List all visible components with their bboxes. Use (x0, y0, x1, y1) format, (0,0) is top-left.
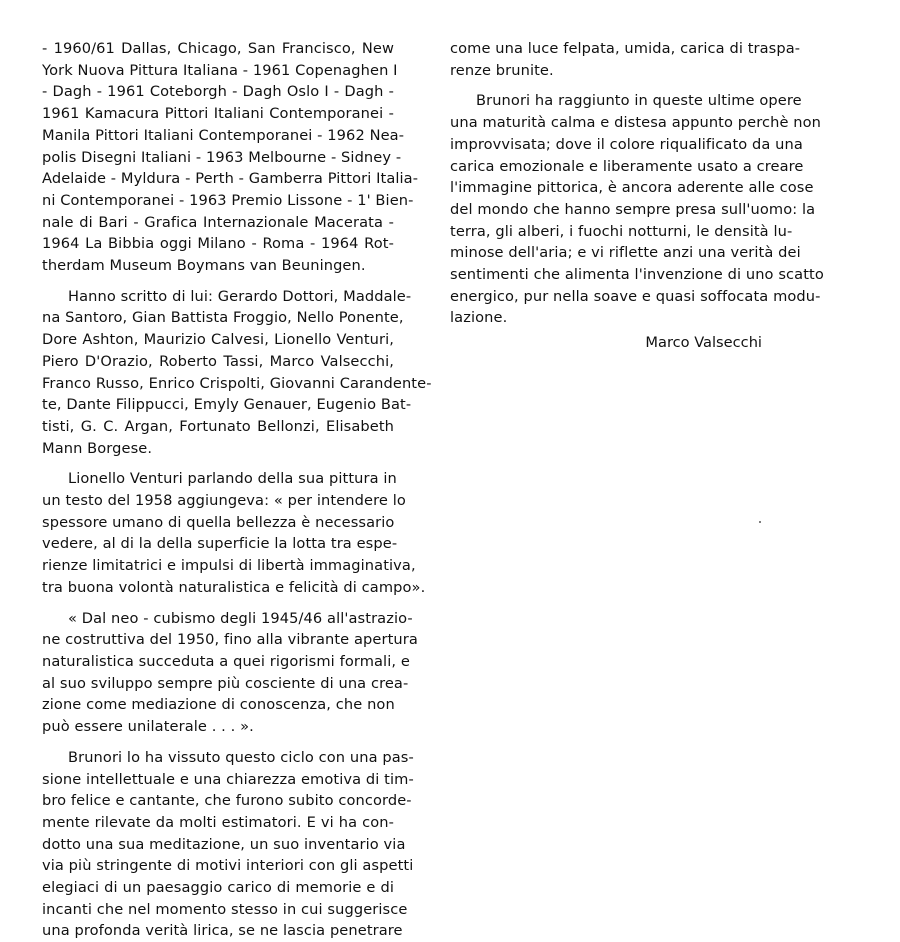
neo-cubism-quote-paragraph (42, 608, 418, 738)
text-line: te, Dante Filippucci, Emyly Genauer, Eugenio Bat- (42, 396, 412, 414)
text-line: improvvisata; dove il colore riqualificato da una (450, 135, 803, 153)
text-line: Hanno scritto di lui: Gerardo Dottori, Maddale- (68, 287, 412, 305)
critics-paragraph (42, 286, 432, 460)
text-line: naturalistica succeduta a quei rigorismi formali, e (42, 652, 410, 670)
text-line: zione come mediazione di conoscenza, che non (42, 696, 395, 714)
text-line: Piero D'Orazio, Roberto Tassi, Marco Valsecchi, (42, 352, 394, 370)
text-line: una maturità calma e distesa appunto perchè non (450, 114, 822, 132)
text-line: Manila Pittori Italiani Contemporanei - 1962 Nea- (42, 126, 405, 144)
text-line: può essere unilaterale . . . ». (42, 718, 254, 736)
text-line: elegiaci di un paesaggio carico di memorie e di (42, 879, 394, 897)
brunori-cycle-paragraph (42, 747, 414, 942)
author-signature: Marco Valsecchi (645, 334, 762, 352)
text-line: minose dell'aria; e vi riflette anzi una verità dei (450, 244, 801, 262)
text-line: energico, pur nella soave e quasi soffocata modu- (450, 287, 821, 305)
text-line: dotto una sua meditazione, un suo inventario via (42, 835, 406, 853)
text-line: « Dal neo - cubismo degli 1945/46 all'astrazio- (68, 609, 413, 627)
text-line: via più stringente di motivi interiori con gli aspetti (42, 857, 414, 875)
text-line: l'immagine pittorica, è ancora aderente alle cose (450, 179, 814, 197)
text-line: Brunori lo ha vissuto questo ciclo con una pas- (68, 748, 414, 766)
text-line: rienze limitatrici e impulsi di libertà immaginativa, (42, 557, 416, 575)
text-line: na Santoro, Gian Battista Froggio, Nello Ponente, (42, 309, 404, 327)
text-line: una profonda verità lirica, se ne lascia penetrare (42, 922, 403, 940)
text-line: - 1960/61 Dallas, Chicago, San Francisco, New (42, 40, 394, 57)
text-line: del mondo che hanno sempre presa sull'uomo: la (450, 200, 816, 218)
text-line: therdam Museum Boymans van Beuningen. (42, 257, 366, 275)
text-line: sione intellettuale e una chiarezza emotiva di tim- (42, 770, 414, 788)
text-line: mente rilevate da molti estimatori. E vi ha con- (42, 813, 394, 831)
text-line: tra buona volontà naturalistica e felicità di campo». (42, 578, 426, 596)
text-line: terra, gli alberi, i fuochi notturni, le densità lu- (450, 222, 793, 240)
text-line: incanti che nel momento stesso in cui suggerisce (42, 900, 408, 918)
left-column (42, 38, 432, 942)
text-line: Adelaide - Myldura - Perth - Gamberra Pittori Italia- (42, 170, 419, 188)
maturity-paragraph (450, 90, 824, 329)
text-line: York Nuova Pittura Italiana - 1961 Copenaghen I (42, 61, 398, 79)
text-line: Lionello Venturi parlando della sua pittura in (68, 470, 397, 488)
text-line: lazione. (450, 309, 508, 327)
text-line: Dore Ashton, Maurizio Calvesi, Lionello Venturi, (42, 331, 394, 349)
text-line: Mann Borgese. (42, 439, 153, 457)
text-line: renze brunite. (450, 61, 554, 79)
text-line: carica emozionale e liberamente usato a creare (450, 157, 804, 175)
text-line: 1964 La Bibbia oggi Milano - Roma - 1964 Rot- (42, 235, 394, 253)
paper-speck (759, 521, 761, 523)
text-line: ne costruttiva del 1950, fino alla vibrante apertura (42, 631, 418, 649)
text-line: ni Contemporanei - 1963 Premio Lissone - 1' Bien- (42, 191, 414, 209)
text-line: tisti, G. C. Argan, Fortunato Bellonzi, Elisabeth (42, 417, 394, 435)
text-line: come una luce felpata, umida, carica di traspa- (450, 40, 801, 57)
text-line: al suo sviluppo sempre più cosciente di una crea- (42, 674, 409, 692)
text-line: un testo del 1958 aggiungeva: « per intendere lo (42, 492, 406, 510)
text-line: sentimenti che alimenta l'invenzione di uno scatto (450, 266, 824, 284)
venturi-quote-paragraph (42, 468, 426, 598)
text-line: spessore umano di quella bellezza è necessario (42, 513, 395, 531)
text-line: vedere, al di la della superficie la lotta tra espe- (42, 535, 398, 553)
continuation-paragraph (450, 38, 801, 81)
text-line: Brunori ha raggiunto in queste ultime opere (476, 92, 802, 110)
text-line: Franco Russo, Enrico Crispolti, Giovanni Carandente- (42, 374, 432, 392)
text-line: polis Disegni Italiani - 1963 Melbourne - Sidney - (42, 148, 402, 166)
text-line: bro felice e cantante, che furono subito concorde- (42, 792, 412, 810)
text-line: - Dagh - 1961 Coteborgh - Dagh Oslo I - Dagh - (42, 83, 394, 101)
text-line: nale di Bari - Grafica Internazionale Macerata - (42, 213, 394, 231)
right-column (450, 38, 824, 354)
exhibitions-paragraph (42, 38, 419, 277)
text-line: 1961 Kamacura Pittori Italiani Contemporanei - (42, 105, 394, 123)
